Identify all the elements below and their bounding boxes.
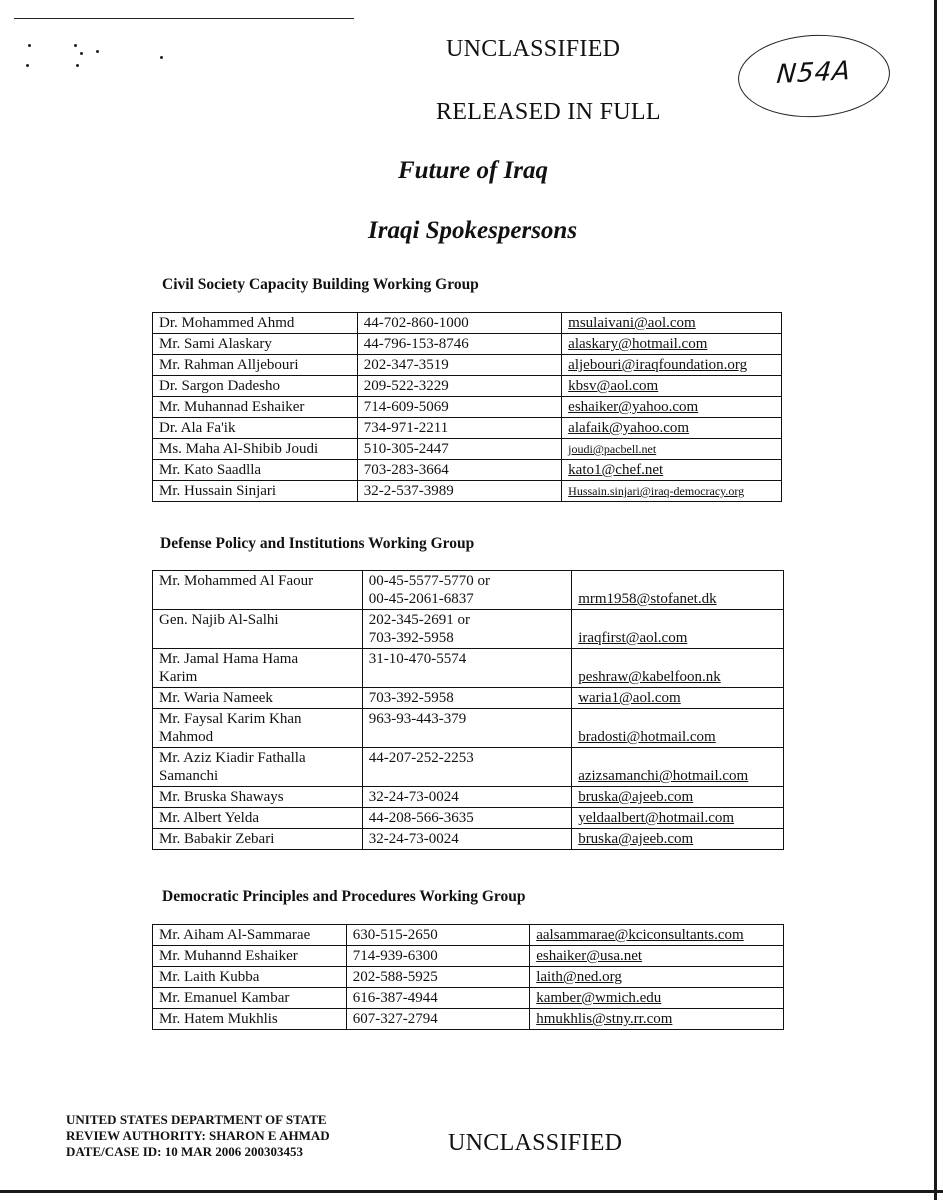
phone-cell: 44-796-153-8746 — [357, 334, 561, 355]
name-cell: Mr. Bruska Shaways — [153, 787, 363, 808]
footer-line-authority: REVIEW AUTHORITY: SHARON E AHMAD — [66, 1128, 330, 1143]
name-line: Mr. Jamal Hama Hama — [159, 651, 299, 667]
email-cell: kato1@chef.net — [562, 460, 782, 481]
phone-cell: 44-702-860-1000 — [357, 313, 561, 334]
phone-line-2: 703-392-5958 — [368, 630, 454, 646]
email-cell: waria1@aol.com — [572, 688, 784, 709]
phone-cell: 703-283-3664 — [357, 460, 561, 481]
email-cell: hmukhlis@stny.rr.com — [530, 1009, 784, 1030]
table-row — [153, 376, 782, 397]
document-subtitle: Iraqi Spokespersons — [368, 217, 578, 244]
footer-line-department: UNITED STATES DEPARTMENT OF STATE — [66, 1112, 327, 1127]
table-row — [153, 925, 784, 946]
table-row — [153, 946, 784, 967]
email-cell: alafaik@yahoo.com — [562, 418, 782, 439]
group-title-defense-policy: Defense Policy and Institutions Working Group — [160, 535, 475, 552]
civil-society-table — [152, 312, 782, 502]
email-cell: aljebouri@iraqfoundation.org — [562, 355, 782, 376]
phone-cell: 734-971-2211 — [357, 418, 561, 439]
phone-cell — [362, 610, 571, 649]
name-line-2 — [159, 629, 356, 647]
name-line-2: Samanchi — [159, 768, 219, 784]
table-row — [153, 460, 782, 481]
email-cell: alaskary@hotmail.com — [562, 334, 782, 355]
table-row — [153, 787, 784, 808]
name-cell: Mr. Emanuel Kambar — [153, 988, 347, 1009]
table-row — [153, 649, 784, 688]
table-row — [153, 334, 782, 355]
email-cell: eshaiker@usa.net — [530, 946, 784, 967]
email-cell: azizsamanchi@hotmail.com — [572, 748, 784, 787]
phone-cell — [362, 649, 571, 688]
scan-speck — [74, 44, 77, 47]
document-stamp — [736, 31, 892, 121]
phone-cell: 607-327-2794 — [346, 1009, 529, 1030]
phone-cell: 32-24-73-0024 — [362, 787, 571, 808]
email-cell: iraqfirst@aol.com — [572, 610, 784, 649]
email-cell: kamber@wmich.edu — [530, 988, 784, 1009]
name-cell — [153, 709, 363, 748]
name-line: Mr. Aziz Kiadir Fathalla — [159, 750, 306, 766]
review-authority-block — [66, 1112, 330, 1160]
table-row — [153, 688, 784, 709]
name-cell: Mr. Kato Saadlla — [153, 460, 358, 481]
name-line: Gen. Najib Al-Salhi — [159, 612, 279, 628]
phone-cell: 44-207-252-2253 — [362, 748, 571, 787]
name-cell — [153, 571, 363, 610]
phone-cell: 714-609-5069 — [357, 397, 561, 418]
name-cell: Mr. Waria Nameek — [153, 688, 363, 709]
table-row — [153, 829, 784, 850]
table-row — [153, 418, 782, 439]
phone-cell: 202-347-3519 — [357, 355, 561, 376]
scan-speck — [96, 50, 99, 53]
name-cell: Mr. Sami Alaskary — [153, 334, 358, 355]
scan-bottom-edge — [0, 1190, 943, 1193]
phone-line: 00-45-5577-5770 or — [368, 573, 490, 589]
table-row — [153, 481, 782, 502]
name-cell: Dr. Sargon Dadesho — [153, 376, 358, 397]
release-status: RELEASED IN FULL — [436, 99, 661, 125]
name-cell — [153, 649, 363, 688]
name-cell — [153, 610, 363, 649]
table-row — [153, 439, 782, 460]
email-cell: bruska@ajeeb.com — [572, 787, 784, 808]
table-row — [153, 748, 784, 787]
phone-cell: 630-515-2650 — [346, 925, 529, 946]
name-cell: Dr. Ala Fa'ik — [153, 418, 358, 439]
phone-line-2 — [369, 668, 565, 686]
scan-top-rule — [14, 18, 354, 19]
group-title-civil-society: Civil Society Capacity Building Working Group — [162, 276, 479, 293]
phone-cell: 32-24-73-0024 — [362, 829, 571, 850]
name-line-2: Karim — [159, 669, 198, 685]
phone-cell — [362, 571, 571, 610]
email-cell: yeldaalbert@hotmail.com — [572, 808, 784, 829]
email-cell: msulaivani@aol.com — [562, 313, 782, 334]
table-row — [153, 1009, 784, 1030]
scan-speck — [76, 64, 79, 67]
email-cell: bradosti@hotmail.com — [572, 709, 784, 748]
name-cell: Mr. Muhannad Eshaiker — [153, 397, 358, 418]
name-cell: Mr. Muhannd Eshaiker — [153, 946, 347, 967]
classification-bottom: UNCLASSIFIED — [448, 1130, 623, 1156]
phone-line: 31-10-470-5574 — [368, 651, 467, 667]
phone-cell: 202-588-5925 — [346, 967, 529, 988]
name-line-2 — [159, 590, 356, 608]
name-cell: Mr. Rahman Alljebouri — [153, 355, 358, 376]
name-line: Mr. Mohammed Al Faour — [159, 573, 314, 589]
document-title: Future of Iraq — [398, 157, 549, 184]
name-cell: Mr. Albert Yelda — [153, 808, 363, 829]
phone-line: 202-345-2691 or — [368, 612, 470, 628]
name-cell: Dr. Mohammed Ahmd — [153, 313, 358, 334]
table-row — [153, 967, 784, 988]
name-cell — [153, 748, 363, 787]
table-row — [153, 397, 782, 418]
table-row — [153, 709, 784, 748]
scan-speck — [160, 56, 163, 59]
scan-speck — [28, 44, 31, 47]
table-row — [153, 571, 784, 610]
group-title-democratic-principles: Democratic Principles and Procedures Working Group — [162, 888, 526, 905]
email-cell: mrm1958@stofanet.dk — [572, 571, 784, 610]
phone-cell: 44-208-566-3635 — [362, 808, 571, 829]
scan-speck — [26, 64, 29, 67]
phone-line-2: 00-45-2061-6837 — [368, 591, 474, 607]
phone-cell: 209-522-3229 — [357, 376, 561, 397]
table-row — [153, 988, 784, 1009]
email-cell: eshaiker@yahoo.com — [562, 397, 782, 418]
table-row — [153, 808, 784, 829]
email-cell: laith@ned.org — [530, 967, 784, 988]
email-cell: joudi@pacbell.net — [562, 439, 782, 460]
phone-cell: 963-93-443-379 — [362, 709, 571, 748]
scan-right-edge — [934, 0, 937, 1200]
email-cell: peshraw@kabelfoon.nk — [572, 649, 784, 688]
name-cell: Mr. Hatem Mukhlis — [153, 1009, 347, 1030]
phone-cell: 510-305-2447 — [357, 439, 561, 460]
stamp-text: N54A — [775, 55, 853, 91]
table-row — [153, 313, 782, 334]
phone-cell: 714-939-6300 — [346, 946, 529, 967]
email-cell: aalsammarae@kciconsultants.com — [530, 925, 784, 946]
table-row — [153, 355, 782, 376]
scan-speck — [80, 52, 83, 55]
democratic-principles-table — [152, 924, 784, 1030]
defense-policy-table — [152, 570, 784, 850]
phone-cell: 703-392-5958 — [362, 688, 571, 709]
name-line-2: Mahmod — [159, 729, 214, 745]
table-row — [153, 610, 784, 649]
email-cell: bruska@ajeeb.com — [572, 829, 784, 850]
name-cell: Ms. Maha Al-Shibib Joudi — [153, 439, 358, 460]
phone-cell: 616-387-4944 — [346, 988, 529, 1009]
phone-cell: 32-2-537-3989 — [357, 481, 561, 502]
name-cell: Mr. Aiham Al-Sammarae — [153, 925, 347, 946]
name-cell: Mr. Hussain Sinjari — [153, 481, 358, 502]
name-line: Mr. Faysal Karim Khan — [159, 711, 302, 727]
classification-top: UNCLASSIFIED — [446, 36, 621, 62]
name-cell: Mr. Babakir Zebari — [153, 829, 363, 850]
footer-line-case-id: DATE/CASE ID: 10 MAR 2006 200303453 — [66, 1144, 304, 1159]
email-cell: Hussain.sinjari@iraq-democracy.org — [562, 481, 782, 502]
email-cell: kbsv@aol.com — [562, 376, 782, 397]
name-cell: Mr. Laith Kubba — [153, 967, 347, 988]
